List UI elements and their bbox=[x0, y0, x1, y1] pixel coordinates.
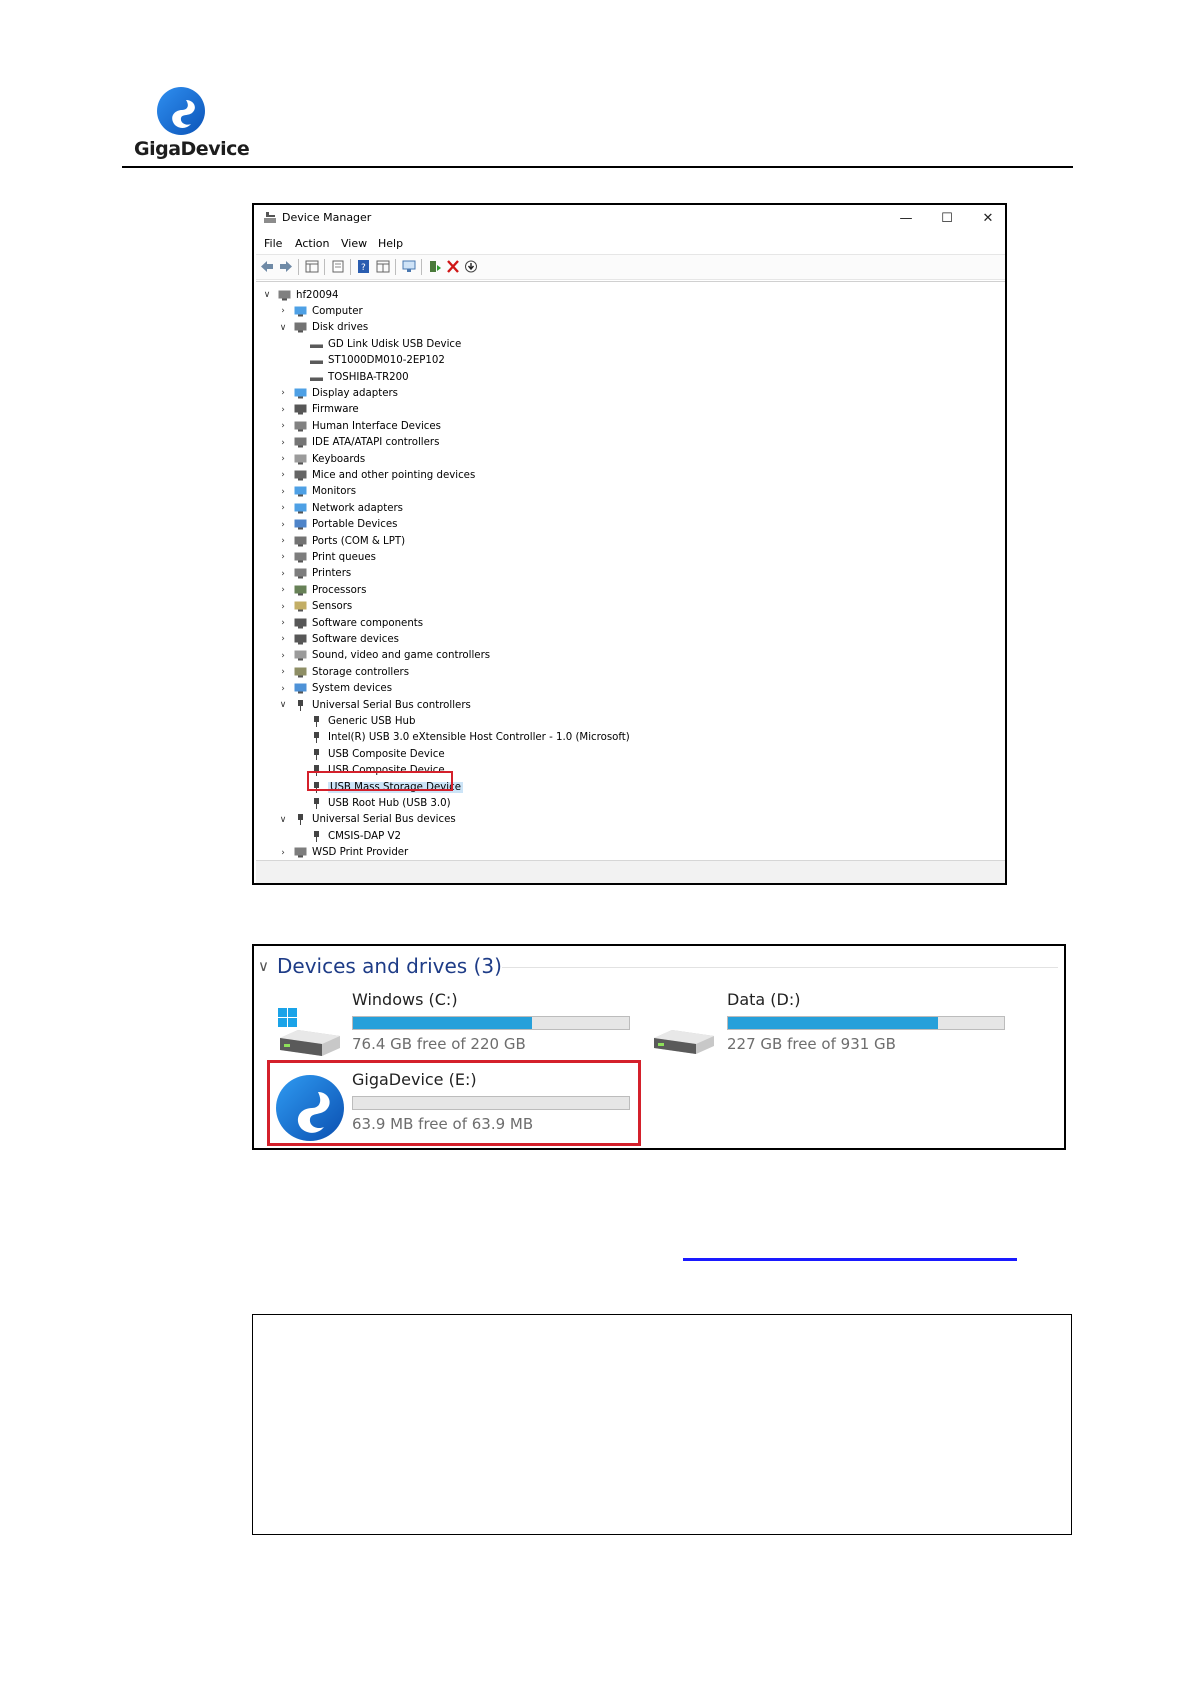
close-button[interactable]: ✕ bbox=[982, 210, 994, 226]
tree-node[interactable] bbox=[310, 336, 461, 352]
printer-icon bbox=[294, 568, 307, 579]
properties-grid-icon[interactable] bbox=[305, 260, 319, 273]
tree-node[interactable] bbox=[278, 418, 441, 434]
chevron-right-icon[interactable]: › bbox=[281, 454, 285, 464]
chevron-right-icon[interactable]: › bbox=[281, 650, 285, 661]
tree-node-label: ST1000DM010-2EP102 bbox=[328, 355, 445, 367]
chevron-right-icon[interactable]: › bbox=[281, 503, 285, 514]
svg-text:?: ? bbox=[361, 263, 366, 273]
tree-node-label: Sound, video and game controllers bbox=[312, 650, 491, 662]
tree-node[interactable] bbox=[278, 697, 471, 713]
hard-drive-icon bbox=[650, 1022, 716, 1056]
menu-action[interactable]: Action bbox=[295, 237, 330, 250]
printer-icon bbox=[294, 552, 307, 563]
menu-view[interactable]: View bbox=[341, 237, 368, 250]
software-icon bbox=[294, 618, 307, 629]
port-icon bbox=[294, 536, 307, 547]
tree-node-label: Disk drives bbox=[312, 322, 369, 334]
tree-node-label: Portable Devices bbox=[312, 519, 398, 531]
usb-icon bbox=[297, 814, 304, 825]
minimize-button[interactable]: — bbox=[899, 210, 913, 226]
toolbar-separator bbox=[350, 259, 351, 275]
chevron-right-icon[interactable]: › bbox=[281, 585, 285, 596]
menu-file[interactable]: File bbox=[264, 237, 283, 250]
tree-node[interactable] bbox=[278, 812, 456, 828]
windows-drive-icon bbox=[276, 1008, 342, 1056]
tree-node-label: Mice and other pointing devices bbox=[312, 469, 476, 481]
tree-node-label: System devices bbox=[312, 683, 392, 695]
drive-usage-fill-c bbox=[353, 1017, 532, 1029]
drive-name-c: Windows (C:) bbox=[352, 990, 458, 1009]
tree-node-label: CMSIS-DAP V2 bbox=[328, 830, 401, 842]
chip-icon bbox=[294, 404, 307, 415]
chevron-right-icon[interactable]: › bbox=[281, 470, 285, 481]
hid-icon bbox=[294, 421, 307, 432]
network-icon bbox=[294, 503, 307, 514]
disk-icon bbox=[294, 322, 307, 333]
chevron-down-icon[interactable]: ∨ bbox=[258, 957, 269, 975]
tree-node[interactable] bbox=[310, 713, 415, 729]
tree-node[interactable] bbox=[310, 746, 445, 762]
monitor-icon bbox=[294, 306, 307, 317]
folder-icon bbox=[294, 683, 307, 694]
tree-node[interactable] bbox=[278, 435, 439, 451]
tree-node[interactable] bbox=[278, 385, 398, 401]
uninstall-x-icon[interactable] bbox=[446, 260, 460, 273]
chevron-right-icon[interactable]: › bbox=[281, 683, 285, 694]
disk-icon bbox=[310, 355, 323, 366]
tree-node-label: Sensors bbox=[312, 601, 353, 613]
tree-node[interactable] bbox=[278, 303, 363, 319]
monitor-icon bbox=[294, 486, 307, 497]
tree-node[interactable] bbox=[278, 451, 365, 467]
hyperlink-underline[interactable] bbox=[683, 1258, 1017, 1261]
tree-node[interactable] bbox=[262, 287, 338, 303]
section-divider bbox=[502, 967, 1058, 968]
usb-icon bbox=[297, 700, 304, 711]
tree-node-label: USB Root Hub (USB 3.0) bbox=[328, 797, 451, 809]
chevron-right-icon[interactable]: › bbox=[281, 568, 285, 579]
monitor-icon bbox=[294, 388, 307, 399]
usb-mass-storage-highlight bbox=[307, 771, 453, 791]
chevron-right-icon[interactable]: › bbox=[281, 536, 285, 546]
chevron-right-icon[interactable]: › bbox=[281, 388, 285, 399]
sensor-icon bbox=[294, 601, 307, 612]
chevron-right-icon[interactable]: › bbox=[281, 601, 285, 612]
controller-icon bbox=[294, 437, 307, 448]
tree-node[interactable] bbox=[278, 681, 392, 697]
tree-node[interactable] bbox=[310, 730, 630, 746]
drive-free-text-e: 63.9 MB free of 63.9 MB bbox=[352, 1115, 534, 1133]
tree-node-label: Software components bbox=[312, 617, 424, 629]
toolbar-separator bbox=[421, 259, 422, 275]
usb-icon bbox=[313, 798, 320, 809]
tree-node-label: hf20094 bbox=[296, 289, 339, 301]
tree-node-label: Processors bbox=[312, 584, 367, 596]
tree-node[interactable] bbox=[278, 533, 405, 549]
tree-node[interactable] bbox=[278, 500, 403, 516]
drive-usage-bar-c bbox=[352, 1016, 630, 1030]
chevron-right-icon[interactable]: › bbox=[281, 519, 285, 530]
tree-node[interactable] bbox=[278, 845, 408, 861]
chevron-right-icon[interactable]: › bbox=[281, 306, 285, 317]
chevron-down-icon[interactable]: ∨ bbox=[263, 290, 271, 300]
tree-node-label: Universal Serial Bus devices bbox=[312, 814, 456, 826]
gigadevice-logo-icon bbox=[156, 86, 206, 136]
tree-node-label: IDE ATA/ATAPI controllers bbox=[312, 437, 440, 449]
tree-node[interactable] bbox=[278, 484, 356, 500]
tree-node[interactable] bbox=[278, 648, 490, 664]
tree-node-label: Display adapters bbox=[312, 387, 398, 399]
drive-name-d: Data (D:) bbox=[727, 990, 801, 1009]
forward-arrow-icon[interactable] bbox=[279, 260, 293, 273]
drive-usage-bar-d bbox=[727, 1016, 1005, 1030]
chevron-right-icon[interactable]: › bbox=[281, 421, 285, 432]
device-manager-icon bbox=[264, 212, 276, 224]
drive-free-text-d: 227 GB free of 931 GB bbox=[727, 1035, 896, 1053]
tree-node[interactable] bbox=[278, 631, 399, 647]
tree-node-label: Universal Serial Bus controllers bbox=[312, 699, 471, 711]
help-icon[interactable] bbox=[357, 260, 371, 273]
phone-icon bbox=[294, 519, 307, 530]
tree-node[interactable] bbox=[310, 795, 451, 811]
tree-node[interactable] bbox=[278, 599, 352, 615]
back-arrow-icon[interactable] bbox=[260, 260, 274, 273]
speaker-icon bbox=[294, 650, 307, 661]
tree-node[interactable] bbox=[278, 582, 366, 598]
tree-node-label: Ports (COM & LPT) bbox=[312, 535, 406, 547]
tree-node[interactable] bbox=[278, 402, 359, 418]
tree-node-label: Firmware bbox=[312, 404, 359, 416]
disk-icon bbox=[310, 339, 323, 350]
disk-icon bbox=[310, 372, 323, 383]
devices-and-drives-panel bbox=[252, 944, 1066, 1150]
chevron-right-icon[interactable]: › bbox=[281, 618, 285, 628]
empty-content-box bbox=[252, 1314, 1072, 1535]
tree-node[interactable] bbox=[278, 566, 351, 582]
scan-hardware-icon[interactable] bbox=[402, 260, 416, 273]
tree-node-label: Print queues bbox=[312, 551, 376, 563]
tree-node-label: GD Link Udisk USB Device bbox=[328, 338, 462, 350]
mouse-icon bbox=[294, 470, 307, 481]
tree-node[interactable] bbox=[310, 828, 401, 844]
tree-node-label: Intel(R) USB 3.0 eXtensible Host Controller - 1.0 (Microsoft) bbox=[328, 732, 630, 744]
printer-icon bbox=[294, 847, 307, 858]
chevron-right-icon[interactable]: › bbox=[281, 667, 285, 678]
gigadevice-drive-highlight bbox=[267, 1060, 641, 1146]
toolbar bbox=[256, 254, 1005, 280]
software-icon bbox=[294, 634, 307, 645]
document-icon[interactable] bbox=[331, 260, 345, 273]
title-bar bbox=[254, 205, 1005, 231]
chevron-right-icon[interactable]: › bbox=[281, 552, 285, 563]
tree-node[interactable] bbox=[278, 320, 368, 336]
tree-node[interactable] bbox=[278, 615, 423, 631]
usb-icon bbox=[313, 749, 320, 760]
tree-node-label: Keyboards bbox=[312, 453, 366, 465]
tree-node-label: WSD Print Provider bbox=[312, 847, 409, 859]
tree-node[interactable] bbox=[278, 467, 475, 483]
processor-icon bbox=[294, 585, 307, 596]
chevron-right-icon[interactable]: › bbox=[281, 634, 285, 645]
chevron-down-icon[interactable]: ∨ bbox=[279, 814, 287, 825]
tree-node[interactable] bbox=[278, 517, 397, 533]
storage-icon bbox=[294, 667, 307, 678]
usb-icon bbox=[313, 716, 320, 727]
window-title: Device Manager bbox=[282, 211, 372, 224]
tree-node-label: Computer bbox=[312, 305, 363, 317]
tree-node[interactable] bbox=[310, 353, 445, 369]
usb-icon bbox=[313, 732, 320, 743]
update-driver-icon[interactable] bbox=[428, 260, 442, 273]
view-grid-icon[interactable] bbox=[376, 260, 390, 273]
keyboard-icon bbox=[294, 454, 307, 465]
tree-node-label: Storage controllers bbox=[312, 666, 410, 678]
chevron-down-icon[interactable]: ∨ bbox=[279, 322, 287, 333]
toolbar-separator bbox=[395, 259, 396, 275]
drives-section-header[interactable] bbox=[258, 954, 502, 978]
tree-node-label: TOSHIBA-TR200 bbox=[328, 371, 409, 383]
header-divider bbox=[122, 166, 1073, 168]
toolbar-separator bbox=[324, 259, 325, 275]
tree-node-label: Generic USB Hub bbox=[328, 715, 416, 727]
tree-node-label: USB Composite Device bbox=[328, 765, 445, 777]
tree-node[interactable] bbox=[278, 549, 376, 565]
chevron-right-icon[interactable]: › bbox=[281, 404, 285, 415]
status-bar bbox=[256, 860, 1005, 883]
usb-icon bbox=[313, 831, 320, 842]
drive-name-e: GigaDevice (E:) bbox=[352, 1070, 477, 1089]
chevron-right-icon[interactable]: › bbox=[281, 437, 285, 448]
tree-node-label: Software devices bbox=[312, 633, 399, 645]
tree-node-label: USB Composite Device bbox=[328, 748, 445, 760]
toolbar-separator bbox=[298, 259, 299, 275]
tree-node[interactable] bbox=[278, 664, 409, 680]
tree-node-label: Network adapters bbox=[312, 502, 403, 514]
maximize-button[interactable]: ☐ bbox=[941, 210, 953, 226]
chevron-right-icon[interactable]: › bbox=[281, 486, 285, 497]
computer-root-icon bbox=[278, 290, 291, 301]
tree-node[interactable] bbox=[310, 369, 409, 385]
menu-help[interactable]: Help bbox=[378, 237, 404, 250]
tree-node-label: Human Interface Devices bbox=[312, 420, 441, 432]
tree-node-label: Printers bbox=[312, 568, 352, 580]
tree-node-label: Monitors bbox=[312, 486, 357, 498]
tree-node-label: USB Mass Storage Device bbox=[330, 781, 461, 793]
chevron-right-icon[interactable]: › bbox=[281, 847, 285, 858]
drive-usage-fill-d bbox=[728, 1017, 938, 1029]
download-circle-icon[interactable] bbox=[464, 260, 478, 273]
logo-text: GigaDevice bbox=[134, 138, 250, 160]
menu-bar bbox=[254, 232, 1005, 254]
chevron-down-icon[interactable]: ∨ bbox=[279, 700, 287, 710]
drive-free-text-c: 76.4 GB free of 220 GB bbox=[352, 1035, 526, 1053]
drives-header-label: Devices and drives (3) bbox=[276, 954, 502, 978]
